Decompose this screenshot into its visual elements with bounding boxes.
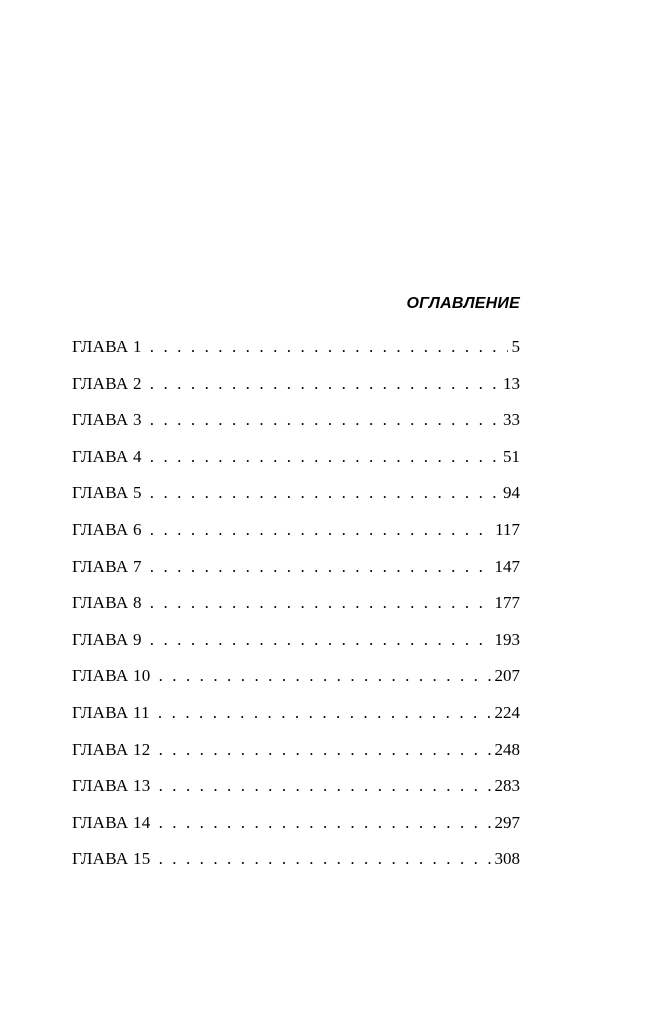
- chapter-page-number: 51: [503, 446, 520, 466]
- chapter-page-number: 33: [503, 410, 520, 430]
- toc-entry-chapter-5[interactable]: [72, 482, 520, 519]
- chapter-label: ГЛАВА 8: [72, 593, 142, 613]
- toc-entry-chapter-10[interactable]: [72, 665, 520, 702]
- chapter-page-number: 207: [494, 666, 520, 686]
- dot-leader: [142, 482, 499, 504]
- toc-entry-chapter-3[interactable]: [72, 409, 520, 446]
- chapter-label: ГЛАВА 9: [72, 629, 142, 649]
- chapter-page-number: 177: [494, 593, 520, 613]
- dot-leader: [142, 336, 508, 358]
- dot-leader: [151, 812, 491, 834]
- chapter-label: ГЛАВА 5: [72, 483, 142, 503]
- toc-title: ОГЛАВЛЕНИЕ: [406, 295, 520, 312]
- chapter-label: ГЛАВА 3: [72, 410, 142, 430]
- toc-entry-chapter-4[interactable]: [72, 446, 520, 483]
- toc-entry-chapter-6[interactable]: [72, 519, 520, 556]
- dot-leader: [142, 373, 499, 395]
- dot-leader: [142, 446, 499, 468]
- chapter-page-number: 94: [503, 483, 520, 503]
- chapter-label: ГЛАВА 1: [72, 337, 142, 356]
- table-of-contents: [72, 336, 520, 885]
- chapter-page-number: 308: [494, 849, 520, 869]
- dot-leader: [150, 702, 491, 724]
- chapter-label: ГЛАВА 14: [72, 812, 151, 832]
- toc-entry-chapter-13[interactable]: [72, 775, 520, 812]
- chapter-label: ГЛАВА 4: [72, 446, 142, 466]
- dot-leader: [142, 409, 499, 431]
- chapter-label: ГЛАВА 6: [72, 519, 142, 539]
- toc-entry-chapter-1[interactable]: [72, 336, 520, 373]
- toc-entry-chapter-8[interactable]: [72, 592, 520, 629]
- chapter-page-number: 5: [511, 337, 520, 356]
- chapter-page-number: 147: [494, 556, 520, 576]
- dot-leader: [151, 739, 491, 761]
- chapter-label: ГЛАВА 12: [72, 739, 151, 759]
- chapter-page-number: 248: [494, 739, 520, 759]
- chapter-label: ГЛАВА 10: [72, 666, 151, 686]
- toc-entry-chapter-2[interactable]: [72, 373, 520, 410]
- toc-entry-chapter-14[interactable]: [72, 812, 520, 849]
- dot-leader: [142, 629, 491, 651]
- chapter-page-number: 283: [494, 776, 520, 796]
- toc-entry-chapter-11[interactable]: [72, 702, 520, 739]
- toc-entry-chapter-15[interactable]: [72, 848, 520, 885]
- toc-entry-chapter-7[interactable]: [72, 556, 520, 593]
- chapter-page-number: 117: [495, 519, 520, 539]
- chapter-page-number: 13: [503, 373, 520, 393]
- toc-entry-chapter-12[interactable]: [72, 739, 520, 776]
- dot-leader: [151, 665, 491, 687]
- chapter-label: ГЛАВА 7: [72, 556, 142, 576]
- dot-leader: [142, 519, 491, 541]
- chapter-label: ГЛАВА 2: [72, 373, 142, 393]
- dot-leader: [151, 775, 491, 797]
- dot-leader: [142, 592, 491, 614]
- dot-leader: [142, 556, 491, 578]
- chapter-page-number: 193: [494, 629, 520, 649]
- chapter-label: ГЛАВА 15: [72, 849, 151, 869]
- chapter-label: ГЛАВА 13: [72, 776, 151, 796]
- toc-entry-chapter-9[interactable]: [72, 629, 520, 666]
- dot-leader: [151, 848, 491, 870]
- chapter-label: ГЛАВА 11: [72, 702, 150, 722]
- chapter-page-number: 297: [494, 812, 520, 832]
- chapter-page-number: 224: [494, 702, 520, 722]
